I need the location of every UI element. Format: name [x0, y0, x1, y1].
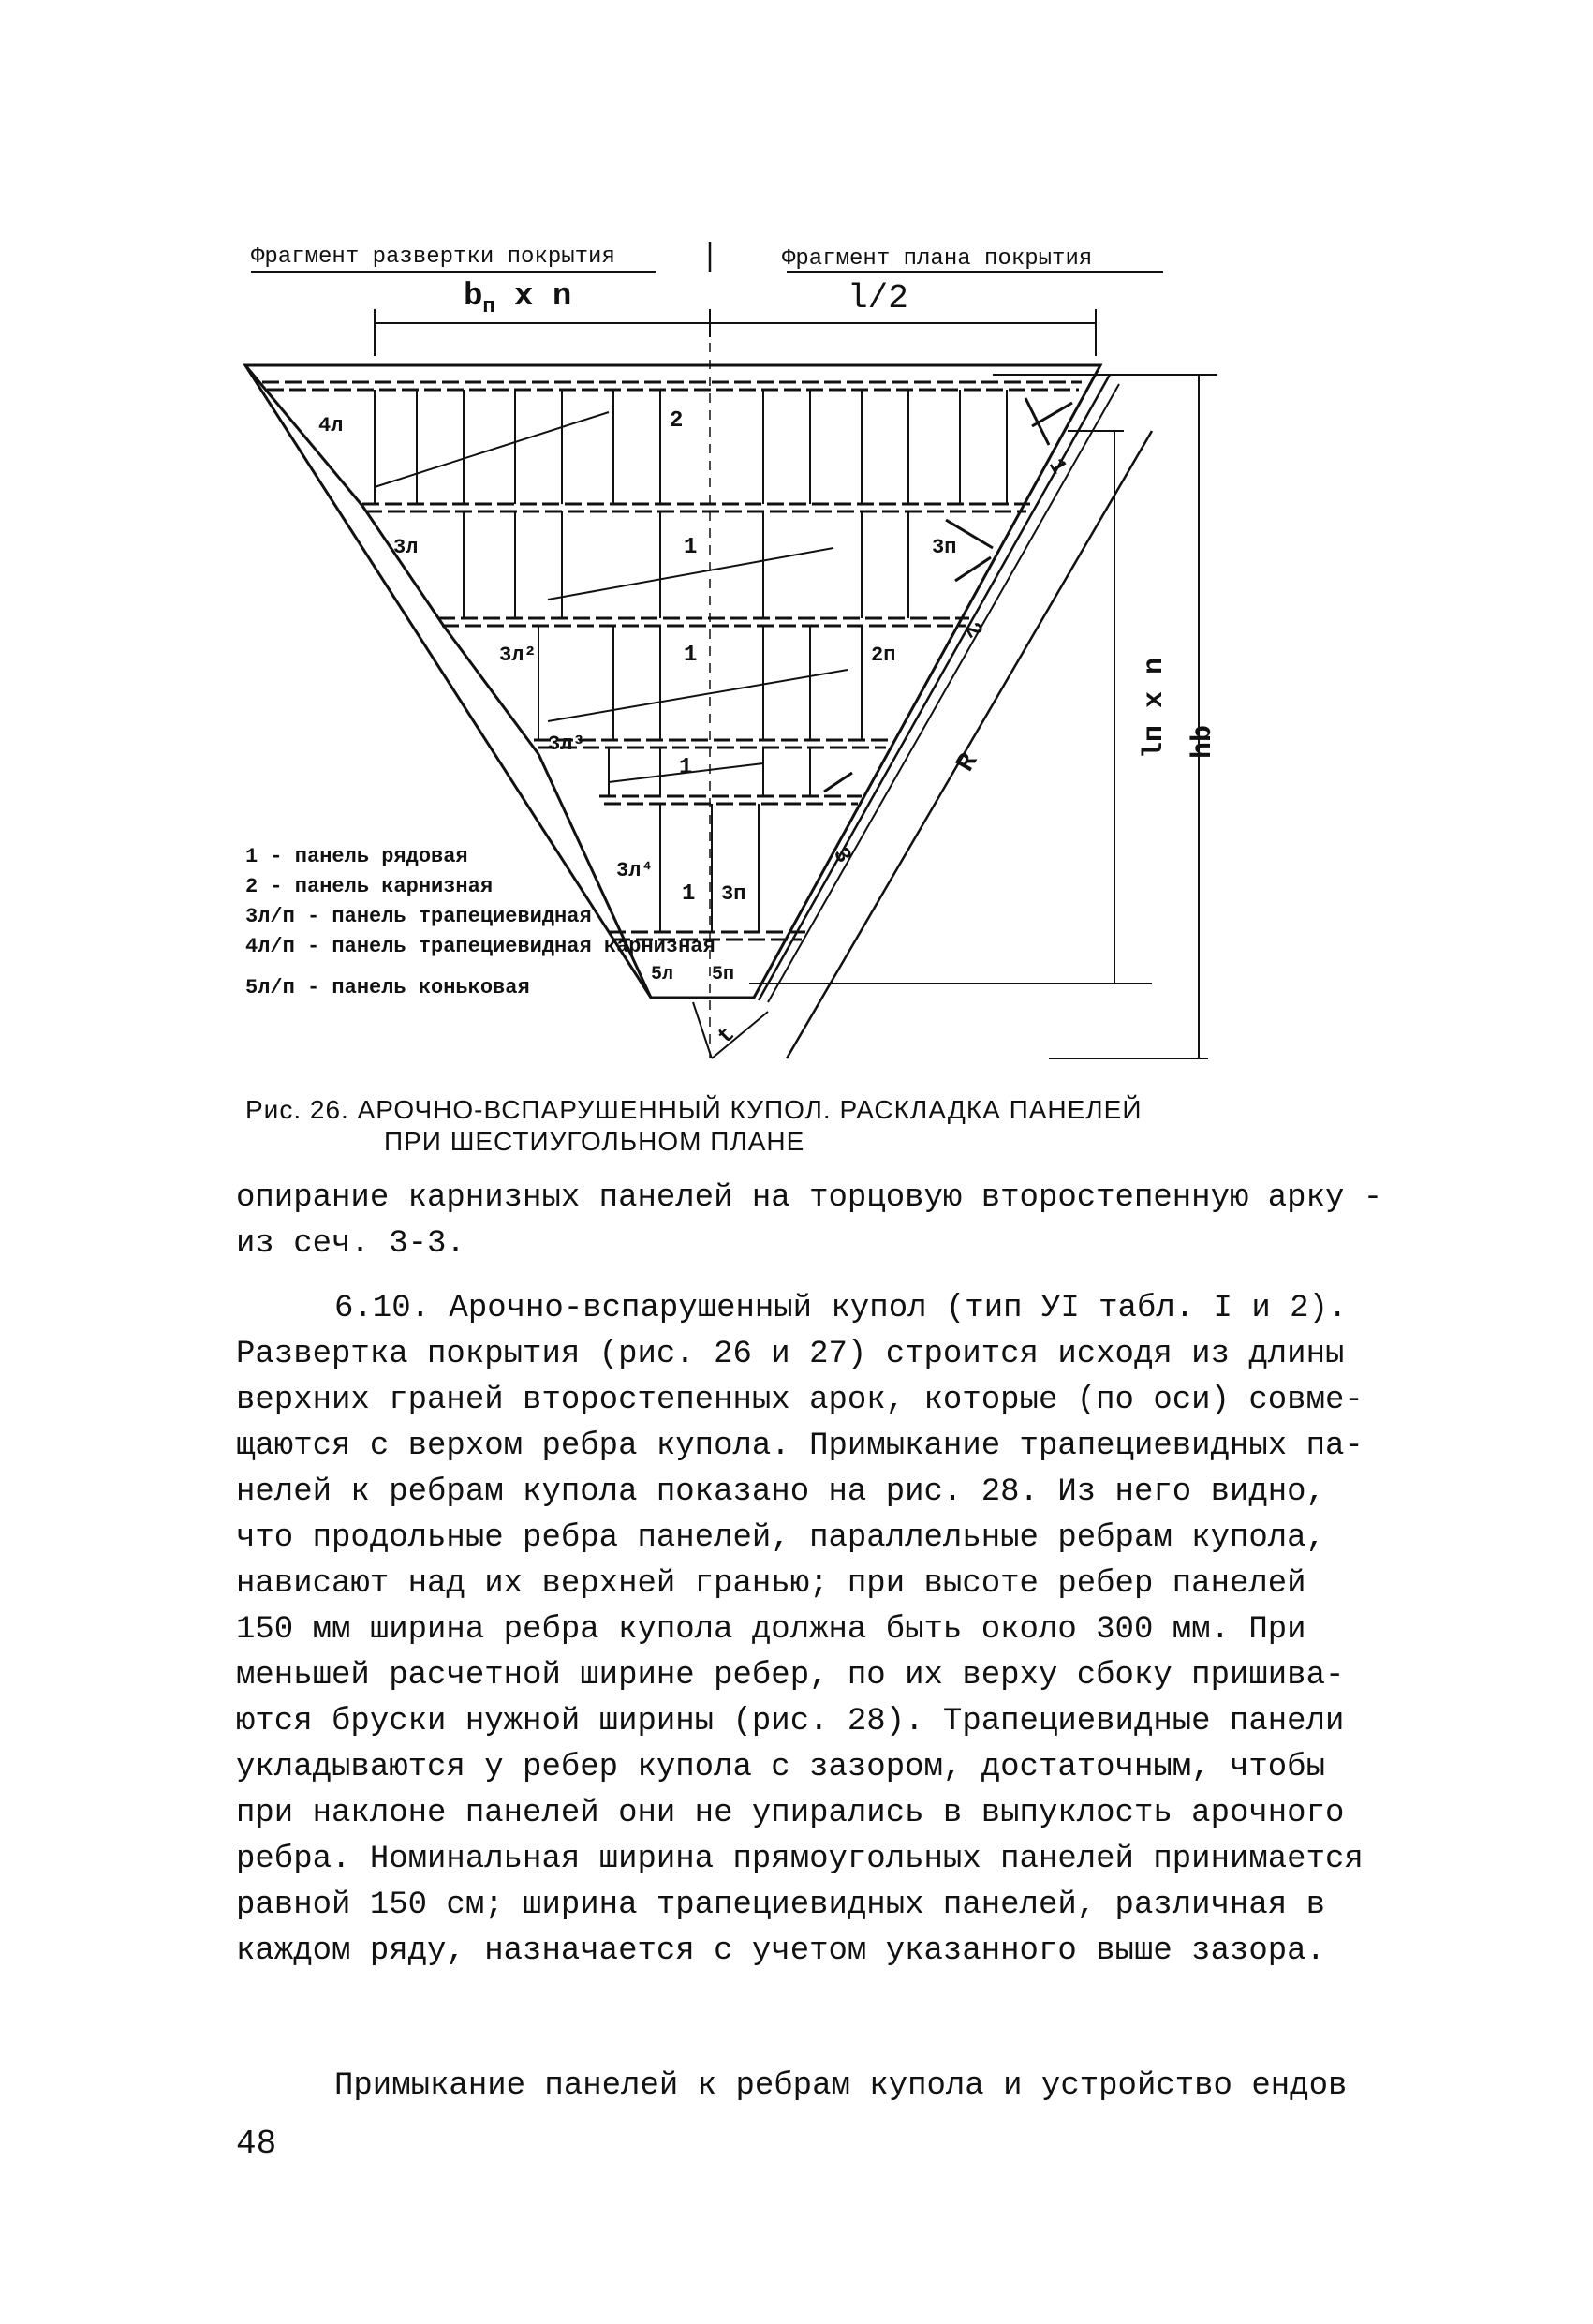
- page-number: 48: [236, 2124, 277, 2163]
- paragraph-2: [236, 1286, 1388, 1975]
- text-line: 6.10. Арочно-вспарушенный купол (тип УI табл. I и 2).: [334, 1291, 1348, 1326]
- dim-half-label: l/2: [848, 279, 908, 318]
- dim-r-label: R: [951, 748, 985, 777]
- dim-t-label: t: [713, 1022, 741, 1050]
- panel-label-3l-d: 3л⁴: [616, 859, 654, 882]
- panel-label-3p: 3п: [932, 536, 957, 559]
- legend-item-4: 4л/п - панель трапециевидная карнизная: [245, 935, 715, 958]
- section-mark-1: 1: [1042, 454, 1071, 480]
- text-line: нелей к ребрам купола показано на рис. 28. Из него видно,: [236, 1474, 1325, 1510]
- panel-label-1-d: 1: [682, 881, 696, 907]
- panel-label-1-c: 1: [679, 755, 693, 780]
- text-line: Примыкание панелей к ребрам купола и устройство ендов: [334, 2068, 1348, 2104]
- legend-item-5: 5л/п - панель коньковая: [245, 976, 530, 999]
- text-line: нависают над их верхней гранью; при высоте ребер панелей: [236, 1566, 1306, 1602]
- panel-label-3l-b: 3л²: [499, 644, 537, 667]
- panel-label-1-b: 1: [684, 643, 698, 668]
- right-figure-header: Фрагмент плана покрытия: [782, 246, 1093, 272]
- section-mark-2: 2: [958, 618, 987, 644]
- section-mark-3: 3: [827, 843, 856, 868]
- dome-panel-layout-figure: [225, 234, 1246, 1105]
- text-line: равной 150 см; ширина трапециевидных панелей, различная в: [236, 1887, 1325, 1923]
- text-line: ребра. Номинальная ширина прямоугольных панелей принимается: [236, 1842, 1364, 1877]
- text-line: из сеч. 3-3.: [236, 1226, 465, 1262]
- panel-label-5p: 5п: [712, 964, 735, 985]
- legend-item-3: 3л/п - панель трапециевидная: [245, 905, 592, 928]
- paragraph-1: [236, 1176, 1388, 1267]
- paragraph-3: [236, 2064, 1388, 2109]
- left-figure-header: Фрагмент развертки покрытия: [251, 244, 615, 270]
- text-line: при наклоне панелей они не упирались в выпуклость арочного: [236, 1796, 1345, 1831]
- text-line: каждом ряду, назначается с учетом указанного выше зазора.: [236, 1933, 1325, 1969]
- legend-item-1: 1 - панель рядовая: [245, 845, 468, 868]
- legend-item-2: 2 - панель карнизная: [245, 875, 494, 898]
- text-line: 150 мм ширина ребра купола должна быть около 300 мм. При: [236, 1612, 1306, 1648]
- panel-label-1-a: 1: [684, 535, 698, 560]
- panel-label-2: 2: [670, 408, 684, 434]
- panel-label-2p: 2п: [871, 644, 896, 667]
- caption-line-2: ПРИ ШЕСТИУГОЛЬНОМ ПЛАНЕ: [384, 1127, 805, 1156]
- panel-label-4l: 4л: [318, 414, 344, 437]
- text-line: меньшей расчетной ширине ребер, по их верху сбоку пришива-: [236, 1658, 1345, 1694]
- text-line: Развертка покрытия (рис. 26 и 27) строится исходя из длины: [236, 1337, 1345, 1372]
- dim-hb-label: hb: [1187, 724, 1219, 759]
- text-line: ются бруски нужной ширины (рис. 28). Трапециевидные панели: [236, 1704, 1345, 1739]
- panel-label-3l-c: 3л³: [548, 733, 585, 756]
- text-line: что продольные ребра панелей, параллельные ребрам купола,: [236, 1520, 1325, 1556]
- text-line: щаются с верхом ребра купола. Примыкание трапециевидных па-: [236, 1428, 1364, 1464]
- text-line: опирание карнизных панелей на торцовую второстепенную арку -: [236, 1180, 1383, 1216]
- caption-line-1: Рис. 26. АРОЧНО-ВСПАРУШЕННЫЙ КУПОЛ. РАСКЛАДКА ПАНЕЛЕЙ: [245, 1095, 1143, 1124]
- figure-caption: [245, 1094, 1313, 1158]
- text-line: укладываются у ребер купола с зазором, достаточным, чтобы: [236, 1750, 1325, 1785]
- panel-label-3p-d: 3п: [721, 882, 746, 906]
- dim-ln-label: lп x n: [1139, 657, 1171, 759]
- text-line: верхних граней второстепенных арок, которые (по оси) совме-: [236, 1383, 1364, 1418]
- panel-label-3l-a: 3л: [393, 536, 419, 559]
- dim-bn-label: $b_п$ x n: [464, 279, 572, 318]
- panel-label-5l: 5л: [651, 964, 674, 985]
